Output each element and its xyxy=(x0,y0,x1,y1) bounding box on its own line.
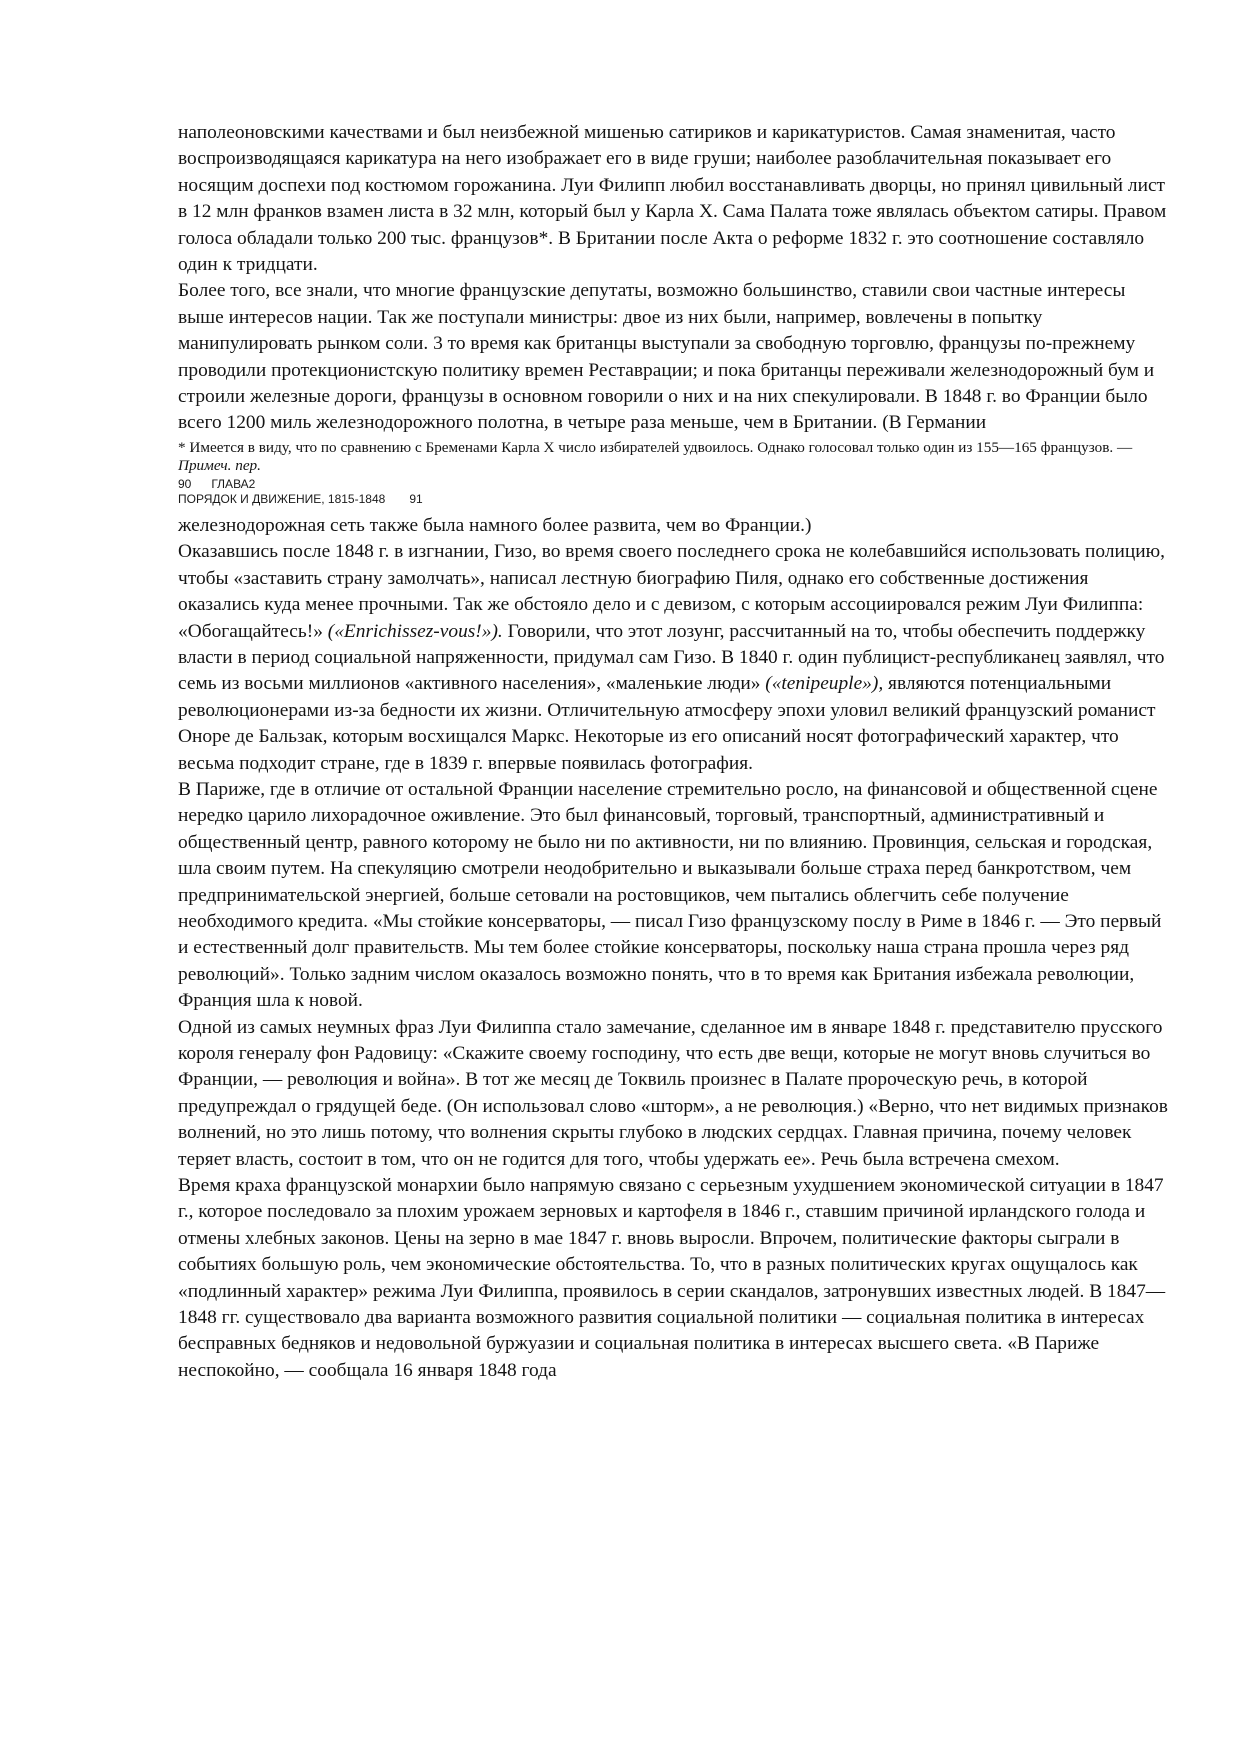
paragraph-3: железнодорожная сеть также была намного более развита, чем во Франции.) xyxy=(178,514,812,536)
paragraph-4-part-b: Говорили, что этот лозунг, рассчитанный на то, чтобы обеспечить поддержку власти в период социальной напряженности, придумал сам Гизо. В 1840 г. один публицист-республиканец заявлял, что семь из восьми миллионов «активного населения», «маленькие люди» xyxy=(178,620,1165,695)
paragraph-2: Более того, все знали, что многие французские депутаты, возможно большинство, ставили свои частные интересы выше интересов нации. Так же поступали министры: двое из них были, например, вовлечены в попытку манипулировать рынком соли. 3 то время как британцы выступали за свободную торговлю, французы по-прежнему проводили протекционистскую политику времен Реставрации; и пока британцы переживали железнодорожный бум и строили железные дороги, французы в основном говорили о них и на них спекулировали. В 1848 г. во Франции было всего 1200 миль железнодорожного полотна, в четыре раза меньше, чем в Британии. (В Германии xyxy=(178,280,1155,434)
right-running-head xyxy=(178,492,1168,507)
paragraph-4-part-c: являются потенциальными революционерами из-за бедности их жизни. Отличительную атмосферу эпохи уловил великий французский романист Оноре де Бальзак, которым восхищался Маркс. Некоторые из его описаний носят фотографический характер, что весьма подходит стране, где в 1839 г. впервые появилась фотография. xyxy=(178,673,1156,774)
left-chapter-label: ГЛАВА2 xyxy=(211,476,256,491)
paragraph-4-italic-2: («tenipeuple»), xyxy=(765,673,884,695)
footnote-text: * Имеется в виду, что по сравнению с Бременами Карла X число избирателей удвоилось. Однако голосовал только один из 155—165 французов. — xyxy=(178,438,1133,456)
paragraph-7: Время краха французской монархии было напрямую связано с серьезным ухудшением экономической ситуации в 1847 г., которое последовало за плохим урожаем зерновых и картофеля в 1846 г., ставшим причиной ирландского голода и отмены хлебных законов. Цены на зерно в мае 1847 г. вновь выросли. Впрочем, политические факторы сыграли в событиях большую роль, чем экономические обстоятельства. То, что в разных политических кругах ощущалось как «подлинный характер» режима Луи Филиппа, проявилось в серии скандалов, затронувших известных людей. В 1847—1848 гг. существовало два варианта возможного развития социальной политики — социальная политика в интересах бесправных бедняков и недовольной буржуазии и социальная политика в интересах высшего света. «В Париже неспокойно, — сообщала 16 января 1848 года xyxy=(178,1175,1166,1381)
right-title: ПОРЯДОК И ДВИЖЕНИЕ, 1815-1848 xyxy=(178,491,386,506)
footnote-note: Примеч. пер. xyxy=(178,456,261,474)
paragraph-5: В Париже, где в отличие от остальной Франции население стремительно росло, на финансовой и общественной сцене нередко царило лихорадочное оживление. Это был финансовый, торговый, транспортный, административный и общественный центр, равного которому не было ни по активности, ни по влиянию. Провинция, сельская и городская, шла своим путем. На спекуляцию смотрели неодобрительно и выказывали больше страха перед банкротством, чем предпринимательской энергией, больше сетовали на ростовщиков, чем пытались облегчить себе получение необходимого кредита. «Мы стойкие консерваторы, — писал Гизо французскому послу в Риме в 1846 г. — Это первый и естественный долг правительств. Мы тем более стойкие консерваторы, поскольку наша страна прошла через ряд революций». Только задним числом оказалось возможно понять, что в то время как Британия избежала революции, Франция шла к новой. xyxy=(178,778,1162,1012)
paragraph-4 xyxy=(178,539,1168,777)
document-page xyxy=(178,120,1168,1384)
running-heads xyxy=(178,477,1168,507)
right-page-number: 91 xyxy=(409,491,423,506)
left-page-number: 90 xyxy=(178,476,192,491)
paragraph-6: Одной из самых неумных фраз Луи Филиппа стало замечание, сделанное им в январе 1848 г. представителю прусского короля генералу фон Радовицу: «Скажите своему господину, что есть две вещи, которые не могут вновь случиться во Франции, — революция и война». В тот же месяц де Токвиль произнес в Палате пророческую речь, в которой предупреждал о грядущей беде. (Он использовал слово «шторм», а не революция.) «Верно, что нет видимых признаков волнений, но это лишь потому, что волнения скрыты глубоко в людских сердцах. Главная причина, почему человек теряет власть, состоит в том, что он не годится для того, чтобы удержать ее». Речь была встречена смехом. xyxy=(178,1016,1168,1170)
left-running-head xyxy=(178,477,1168,492)
paragraph-4-part-a: Оказавшись после 1848 г. в изгнании, Гизо, во время своего последнего срока не колебавшийся использовать полицию, чтобы «заставить страну замолчать», написал лестную биографию Пиля, однако его собственные достижения оказались куда менее прочными. Так же обстояло дело и с девизом, с которым ассоциировался режим Луи Филиппа: «Обогащайтесь!» xyxy=(178,541,1165,642)
footnote xyxy=(178,439,1168,475)
paragraph-4-italic-1: («Enrichissez-vous!»). xyxy=(327,620,503,642)
paragraph-1: наполеоновскими качествами и был неизбежной мишенью сатириков и карикатуристов. Самая знаменитая, часто воспроизводящаяся карикатура на него изображает его в виде груши; наиболее разоблачительная показывает его носящим доспехи под костюмом горожанина. Луи Филипп любил восстанавливать дворцы, но принял цивильный лист в 12 млн франков взамен листа в 32 млн, который был у Карла X. Сама Палата тоже являлась объектом сатиры. Правом голоса обладали только 200 тыс. французов*. В Британии после Акта о реформе 1832 г. это соотношение составляло один к тридцати. xyxy=(178,122,1167,276)
